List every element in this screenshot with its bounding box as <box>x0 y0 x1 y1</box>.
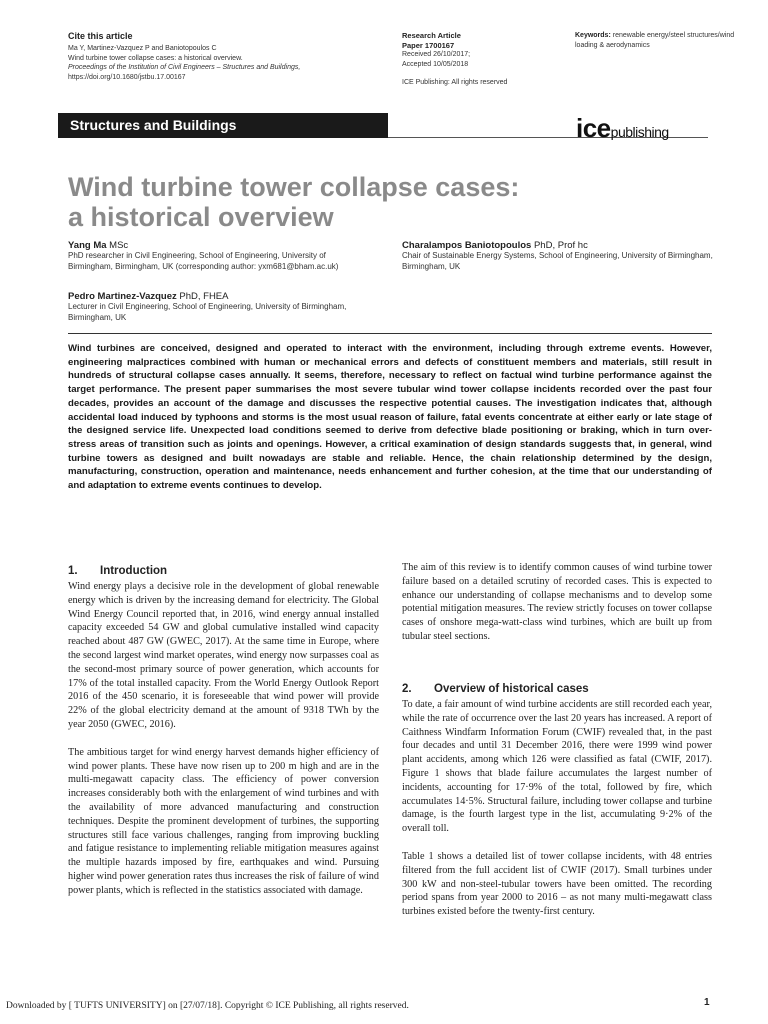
left-column <box>68 580 379 912</box>
keywords-block <box>575 31 735 50</box>
title-line-1: Wind turbine tower collapse cases: <box>68 172 520 202</box>
abstract-divider <box>68 333 712 334</box>
journal-section-title: Structures and Buildings <box>70 117 237 133</box>
logo-publishing: publishing <box>610 124 669 140</box>
keywords-text: renewable energy/steel structures/wind loading & aerodynamics <box>575 32 735 49</box>
section-number: 1. <box>68 565 78 577</box>
section-1-heading <box>68 565 167 577</box>
citation-doi[interactable]: https://doi.org/10.1680/jstbu.17.00167 <box>68 73 186 81</box>
section-number: 2. <box>402 683 412 695</box>
paper-number: Paper 1700167 <box>402 40 455 50</box>
paragraph: Table 1 shows a detailed list of tower collapse incidents, with 48 entries filtered from the full accident list of CWIF (2017). Small turbines under 300 kW and non-steel-tubular towers have been omitted. The recording period spans from year 2000 to 2016 – as not many multi-megawatt class turbines existed before the twenty-first century. <box>402 850 712 918</box>
author-2 <box>68 291 368 323</box>
citation-journal: Proceedings of the Institution of Civil Engineers – Structures and Buildings, <box>68 64 301 72</box>
author-degree: PhD, Prof hc <box>531 240 588 251</box>
author-3 <box>402 240 722 272</box>
author-1 <box>68 240 368 272</box>
author-degree: MSc <box>106 240 129 251</box>
paragraph: The aim of this review is to identify common causes of wind turbine tower failure based on a detailed scrutiny of recorded cases. This is expected to enhance our understanding of collapse mechanisms and to develop some potential mitigation measures. The review strictly focuses on tower collapse cases of onshore mega-watt-class wind turbines, which are built up from tubular steel sections. <box>402 562 712 642</box>
citation-block <box>68 44 348 82</box>
right-column-section-2 <box>402 698 712 933</box>
paragraph: To date, a fair amount of wind turbine accidents are still recorded each year, while the rate of occurrence over the last 20 years has increased. A report of Caithness Windfarm Information Forum (CWIF) revealed that, in the past four decades and until 31 December 2016, there were 1999 wind power plant accidents, among which 126 were classified as fatal (CWIF, 2017). Figure 1 shows that blade failure accumulates the largest number of incidents, accounting for 17·9% of the total, followed by fire, which accumulates 14·5%. Structural failure, including tower collapse and turbine damage, is the fourth largest type in the list, accumulating 9·2% of the overall toll. <box>402 699 712 835</box>
page-number: 1 <box>704 997 710 1008</box>
author-name: Pedro Martinez-Vazquez <box>68 291 177 302</box>
section-2-heading <box>402 683 589 695</box>
accepted-date: Accepted 10/05/2018 <box>402 60 469 68</box>
article-info <box>402 31 507 88</box>
download-footer: Downloaded by [ TUFTS UNIVERSITY] on [27/07/18]. Copyright © ICE Publishing, all rights reserved. <box>6 1001 409 1011</box>
author-affiliation: PhD researcher in Civil Engineering, School of Engineering, University of Birmingham, Birmingham, UK (corresponding author: yxm681@bham.ac.uk) <box>68 251 339 271</box>
received-date: Received 26/10/2017; <box>402 51 471 59</box>
paragraph: The ambitious target for wind energy harvest demands higher efficiency of wind power plants. These have now risen up to 200 m high and are in the multi-megawatt capacity class. The efficiency of power conversion increases considerably both with the enlargement of wind turbines and with the availability of more advanced manufacturing and construction techniques. Despite the prominent development of turbines, the supporting structures still face various challenges, ranging from improving buckling and fatigue resistance to implementing reliable mitigation measures against the multiple hazards imposed by fire, earthquakes and wind. Pursuing higher wind power generation rates thus increases the risk of failure of wind power plants, which is reflected in the statistics associated with damage. <box>68 746 379 896</box>
rights-statement: ICE Publishing: All rights reserved <box>402 79 508 87</box>
logo-ice: ice <box>576 113 611 143</box>
article-title <box>68 172 668 232</box>
citation-article: Wind turbine tower collapse cases: a historical overview. <box>68 54 243 62</box>
article-type: Research Article <box>402 31 461 40</box>
author-degree: PhD, FHEA <box>176 291 229 302</box>
right-column-top <box>402 561 712 658</box>
title-line-2: a historical overview <box>68 202 334 232</box>
author-affiliation: Lecturer in Civil Engineering, School of Engineering, University of Birmingham, Birmingham, UK <box>68 302 347 322</box>
section-title: Introduction <box>100 565 168 577</box>
citation-authors: Ma Y, Martinez-Vazquez P and Baniotopoulos C <box>68 45 217 52</box>
cite-heading: Cite this article <box>68 31 133 41</box>
keywords-label: Keywords: <box>575 32 611 39</box>
author-name: Yang Ma <box>68 240 107 251</box>
ice-publishing-logo <box>576 113 669 144</box>
author-name: Charalampos Baniotopoulos <box>402 240 532 251</box>
paragraph: Wind energy plays a decisive role in the development of global renewable energy which is driven by the increasing demand for electricity. The Global Wind Energy Council reported that, in 2016, wind energy annual installed capacity exceeded 54 GW and global cumulative installed wind capacity reached about 487 GW (GWEC, 2017). At the same time in Europe, where the second largest wind market operates, wind energy now surpasses coal as the second-most primary source of power generation, which accounts for 17% of the total installed capacity. From the World Energy Outlook Report 2016 of the 450 scenario, it is foreseeable that wind power will provide 22% of the global electricity demand at the amount of 9318 TWh by the year 2050 (GWEC, 2016). <box>68 581 379 730</box>
author-affiliation: Chair of Sustainable Energy Systems, School of Engineering, University of Birmingham, Birmingham, UK <box>402 251 713 271</box>
abstract: Wind turbines are conceived, designed and operated to interact with the environment, including through extreme events. However, engineering malpractices combined with human or mechanical errors and defects of constituent members and materials, still result in hundreds of structural collapse cases annually. It seems, therefore, necessary to reflect on factual wind turbine performance against the target performance. The present paper summarises the most severe tubular wind tower collapse incidents recorded over the past four decades, provides an account of the damage and discusses the respective potential causes. The investigation indicates that, although accidental load induced by typhoons and storms is the most usual reason of failure, fatal events concentrate at either early or late stage of the designed service life. Unexpected load conditions seemed to derive from defective blade positioning or braking, which in turn over-stress areas of transition such as joints and openings. However, a critical examination of design standards suggests that, in general, wind turbine towers as designed and built nowadays are stable and reliable. Hence, the chain relationship determined by the design, manufacturing, construction, operation and maintenance, needs enhancement and further cohesion, at the time that our understanding of and adaptation to extreme events continues to develop. <box>68 343 712 492</box>
section-title: Overview of historical cases <box>434 683 589 695</box>
